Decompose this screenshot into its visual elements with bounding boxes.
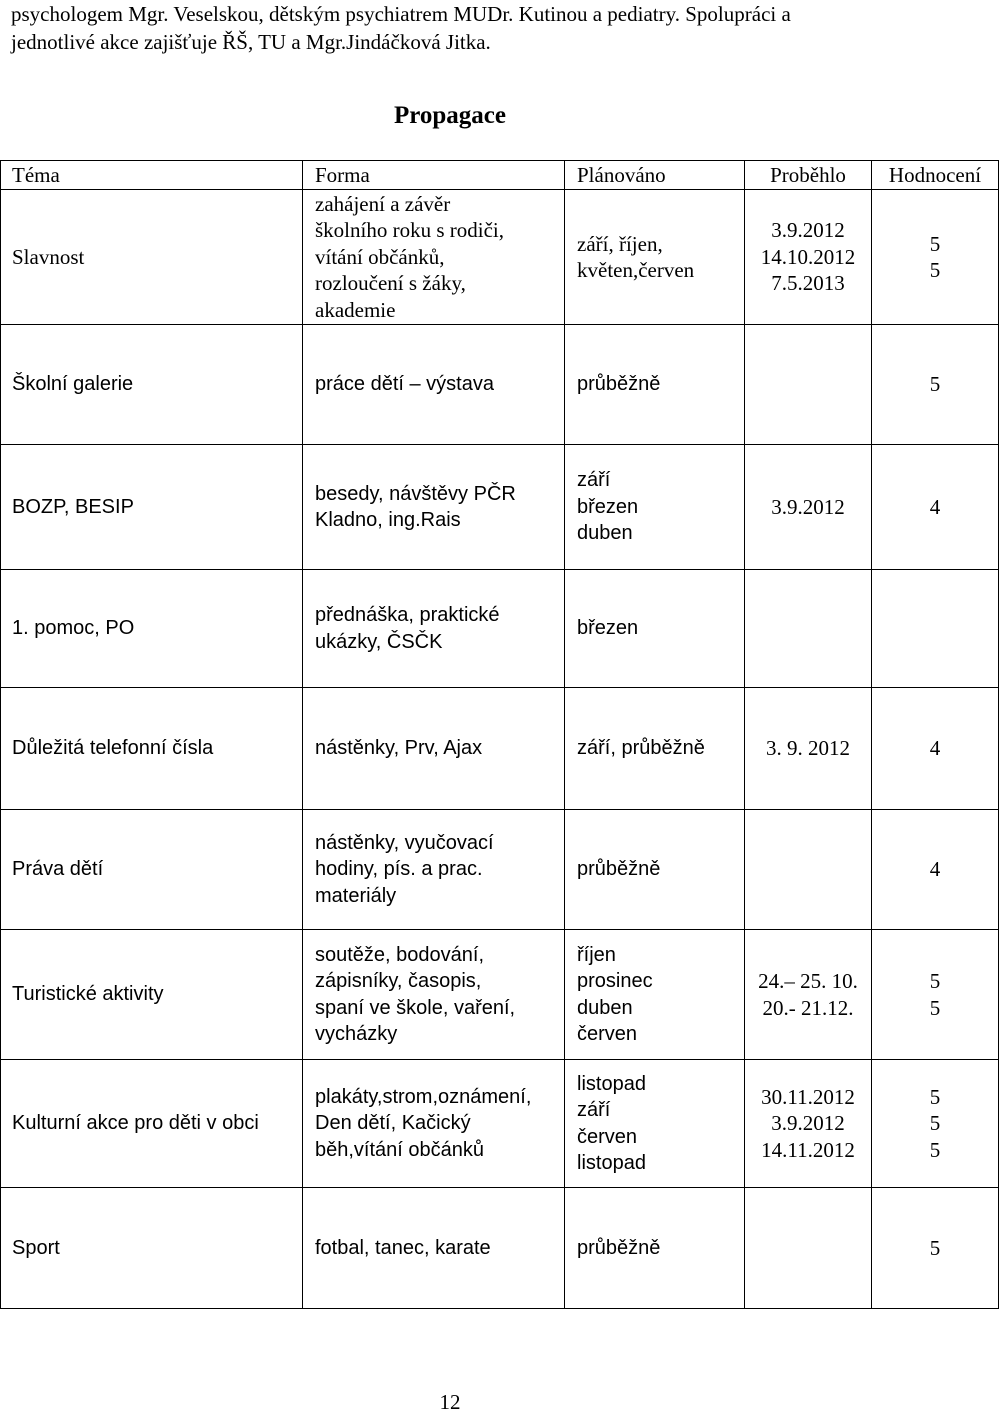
row-rating-line: 5 bbox=[929, 1111, 941, 1136]
row-rating bbox=[872, 190, 999, 325]
row-planned-line: červen bbox=[577, 1023, 638, 1045]
row-form-line: hodiny, pís. a prac. bbox=[315, 858, 483, 881]
row-form-line: zápisníky, časopis, bbox=[315, 970, 482, 992]
row-planned-line: září, říjen, bbox=[577, 231, 663, 256]
row-form-line: Kladno, ing.Rais bbox=[315, 509, 461, 531]
row-topic-line: Školní galerie bbox=[12, 373, 134, 396]
row-form-line: nástěnky, Prv, Ajax bbox=[315, 737, 483, 760]
row-planned-line: březen bbox=[577, 617, 639, 640]
row-done bbox=[745, 1060, 872, 1188]
row-form bbox=[303, 688, 565, 810]
row-topic-line: Turistické aktivity bbox=[12, 983, 164, 1006]
row-done bbox=[745, 190, 872, 325]
page-number: 12 bbox=[439, 1390, 461, 1414]
row-planned bbox=[565, 930, 745, 1060]
row-rating-line: 4 bbox=[929, 857, 941, 882]
table-row bbox=[1, 570, 999, 688]
row-form-line: spaní ve škole, vaření, bbox=[315, 996, 516, 1019]
row-form-line: akademie bbox=[315, 297, 396, 322]
table-row bbox=[1, 190, 999, 325]
row-rating-line: 5 bbox=[929, 1084, 941, 1109]
row-topic bbox=[1, 190, 303, 325]
table-row bbox=[1, 1060, 999, 1188]
propagace-table bbox=[0, 160, 999, 1309]
row-planned-line: duben bbox=[577, 522, 633, 545]
table-header-row bbox=[1, 161, 999, 190]
row-planned-line: květen,červen bbox=[577, 258, 695, 282]
row-done-line: 20.- 21.12. bbox=[762, 995, 854, 1020]
row-rating-line: 4 bbox=[929, 736, 941, 761]
row-topic-line: 1. pomoc, PO bbox=[12, 617, 135, 640]
header-planovano: Plánováno bbox=[565, 161, 745, 190]
row-done-line: 3.9.2012 bbox=[771, 1111, 845, 1136]
row-topic-line: Slavnost bbox=[12, 244, 85, 269]
row-rating bbox=[872, 445, 999, 570]
row-rating bbox=[872, 810, 999, 930]
row-done-line: 14.11.2012 bbox=[761, 1137, 855, 1162]
row-topic bbox=[1, 930, 303, 1060]
row-form-line: ukázky, ČSČK bbox=[315, 630, 443, 653]
row-planned-line: listopad bbox=[577, 1072, 646, 1095]
row-topic bbox=[1, 1060, 303, 1188]
row-rating bbox=[872, 930, 999, 1060]
row-topic-line: Sport bbox=[12, 1236, 60, 1259]
row-planned-line: září bbox=[577, 1099, 611, 1121]
row-planned bbox=[565, 1060, 745, 1188]
row-planned-line: červen bbox=[577, 1125, 638, 1148]
header-probehlo: Proběhlo bbox=[745, 161, 872, 190]
intro-paragraph bbox=[11, 0, 951, 56]
row-form bbox=[303, 445, 565, 570]
intro-line-1: psychologem Mgr. Veselskou, dětským psychiatrem MUDr. Kutinou a pediatry. Spolupráci a bbox=[11, 2, 791, 26]
row-done-line: 3. 9. 2012 bbox=[766, 736, 850, 761]
row-form bbox=[303, 570, 565, 688]
row-done-line: 3.9.2012 bbox=[771, 218, 845, 243]
row-form-line: přednáška, praktické bbox=[315, 604, 500, 626]
row-done bbox=[745, 688, 872, 810]
table-row bbox=[1, 930, 999, 1060]
row-done bbox=[745, 1188, 872, 1309]
row-form-line: besedy, návštěvy PČR bbox=[315, 482, 516, 505]
row-rating bbox=[872, 1188, 999, 1309]
row-form bbox=[303, 1188, 565, 1309]
table-row bbox=[1, 445, 999, 570]
row-planned-line: duben bbox=[577, 996, 633, 1019]
row-planned-line: průběžně bbox=[577, 858, 661, 881]
row-form-line: soutěže, bodování, bbox=[315, 943, 485, 966]
row-form-line: plakáty,strom,oznámení, bbox=[315, 1085, 532, 1108]
row-planned bbox=[565, 190, 745, 325]
row-planned bbox=[565, 445, 745, 570]
row-done bbox=[745, 570, 872, 688]
row-form bbox=[303, 325, 565, 445]
row-planned bbox=[565, 810, 745, 930]
row-form-line: materiály bbox=[315, 884, 397, 907]
row-topic bbox=[1, 445, 303, 570]
row-form bbox=[303, 810, 565, 930]
header-hodnoceni: Hodnocení bbox=[872, 161, 999, 190]
row-planned bbox=[565, 1188, 745, 1309]
row-rating-line: 5 bbox=[929, 231, 941, 256]
row-planned-line: průběžně bbox=[577, 373, 661, 396]
row-planned-line: prosinec bbox=[577, 970, 653, 992]
row-done-line: 3.9.2012 bbox=[771, 494, 845, 519]
row-form-line: vycházky bbox=[315, 1023, 398, 1045]
row-planned bbox=[565, 570, 745, 688]
row-rating bbox=[872, 570, 999, 688]
row-topic bbox=[1, 325, 303, 445]
section-title: Propagace bbox=[393, 102, 506, 129]
row-form-line: rozloučení s žáky, bbox=[315, 271, 466, 296]
row-planned-line: říjen bbox=[577, 943, 616, 966]
row-form-line: nástěnky, vyučovací bbox=[315, 831, 494, 854]
row-form-line: práce dětí – výstava bbox=[315, 373, 494, 396]
row-done bbox=[745, 325, 872, 445]
row-rating bbox=[872, 1060, 999, 1188]
row-topic bbox=[1, 688, 303, 810]
row-rating-line: 4 bbox=[929, 494, 941, 519]
table-row bbox=[1, 688, 999, 810]
row-done bbox=[745, 445, 872, 570]
row-planned-line: listopad bbox=[577, 1152, 646, 1174]
row-topic bbox=[1, 810, 303, 930]
row-form-line: fotbal, tanec, karate bbox=[315, 1236, 491, 1259]
header-forma: Forma bbox=[303, 161, 565, 190]
row-rating-line: 5 bbox=[929, 372, 941, 397]
row-done bbox=[745, 810, 872, 930]
row-form-line: vítání občánků, bbox=[315, 244, 445, 269]
row-form bbox=[303, 190, 565, 325]
row-rating bbox=[872, 688, 999, 810]
row-form-line: Den dětí, Kačický bbox=[315, 1112, 471, 1135]
row-done-line: 7.5.2013 bbox=[771, 271, 845, 296]
row-planned-line: březen bbox=[577, 495, 639, 518]
table-row bbox=[1, 810, 999, 930]
row-planned-line: září, průběžně bbox=[577, 737, 705, 760]
row-form-line: běh,vítání občánků bbox=[315, 1138, 485, 1161]
row-form-line: školního roku s rodiči, bbox=[315, 218, 504, 243]
row-topic-line: Kulturní akce pro děti v obci bbox=[12, 1112, 259, 1135]
table-row bbox=[1, 1188, 999, 1309]
row-topic-line: Důležitá telefonní čísla bbox=[12, 737, 214, 760]
row-rating bbox=[872, 325, 999, 445]
row-topic bbox=[1, 570, 303, 688]
row-form-line: zahájení a závěr bbox=[315, 191, 451, 216]
intro-line-2: jednotlivé akce zajišťuje ŘŠ, TU a Mgr.Jindáčková Jitka. bbox=[11, 30, 491, 54]
row-planned bbox=[565, 688, 745, 810]
row-topic-line: BOZP, BESIP bbox=[12, 495, 134, 518]
table-row bbox=[1, 325, 999, 445]
row-topic-line: Práva dětí bbox=[12, 858, 104, 881]
row-topic bbox=[1, 1188, 303, 1309]
row-done-line: 24.– 25. 10. bbox=[758, 969, 858, 993]
row-rating-line: 5 bbox=[929, 995, 941, 1020]
row-done-line: 14.10.2012 bbox=[760, 244, 856, 269]
row-rating-line: 5 bbox=[929, 1137, 941, 1162]
row-rating-line: 5 bbox=[929, 1235, 941, 1260]
header-tema: Téma bbox=[1, 161, 303, 190]
row-done bbox=[745, 930, 872, 1060]
row-done-line: 30.11.2012 bbox=[761, 1084, 855, 1109]
row-rating-line: 5 bbox=[929, 258, 941, 282]
row-form bbox=[303, 930, 565, 1060]
row-rating-line: 5 bbox=[929, 969, 941, 993]
row-planned-line: průběžně bbox=[577, 1236, 661, 1259]
row-planned-line: září bbox=[577, 469, 611, 492]
row-planned bbox=[565, 325, 745, 445]
row-form bbox=[303, 1060, 565, 1188]
